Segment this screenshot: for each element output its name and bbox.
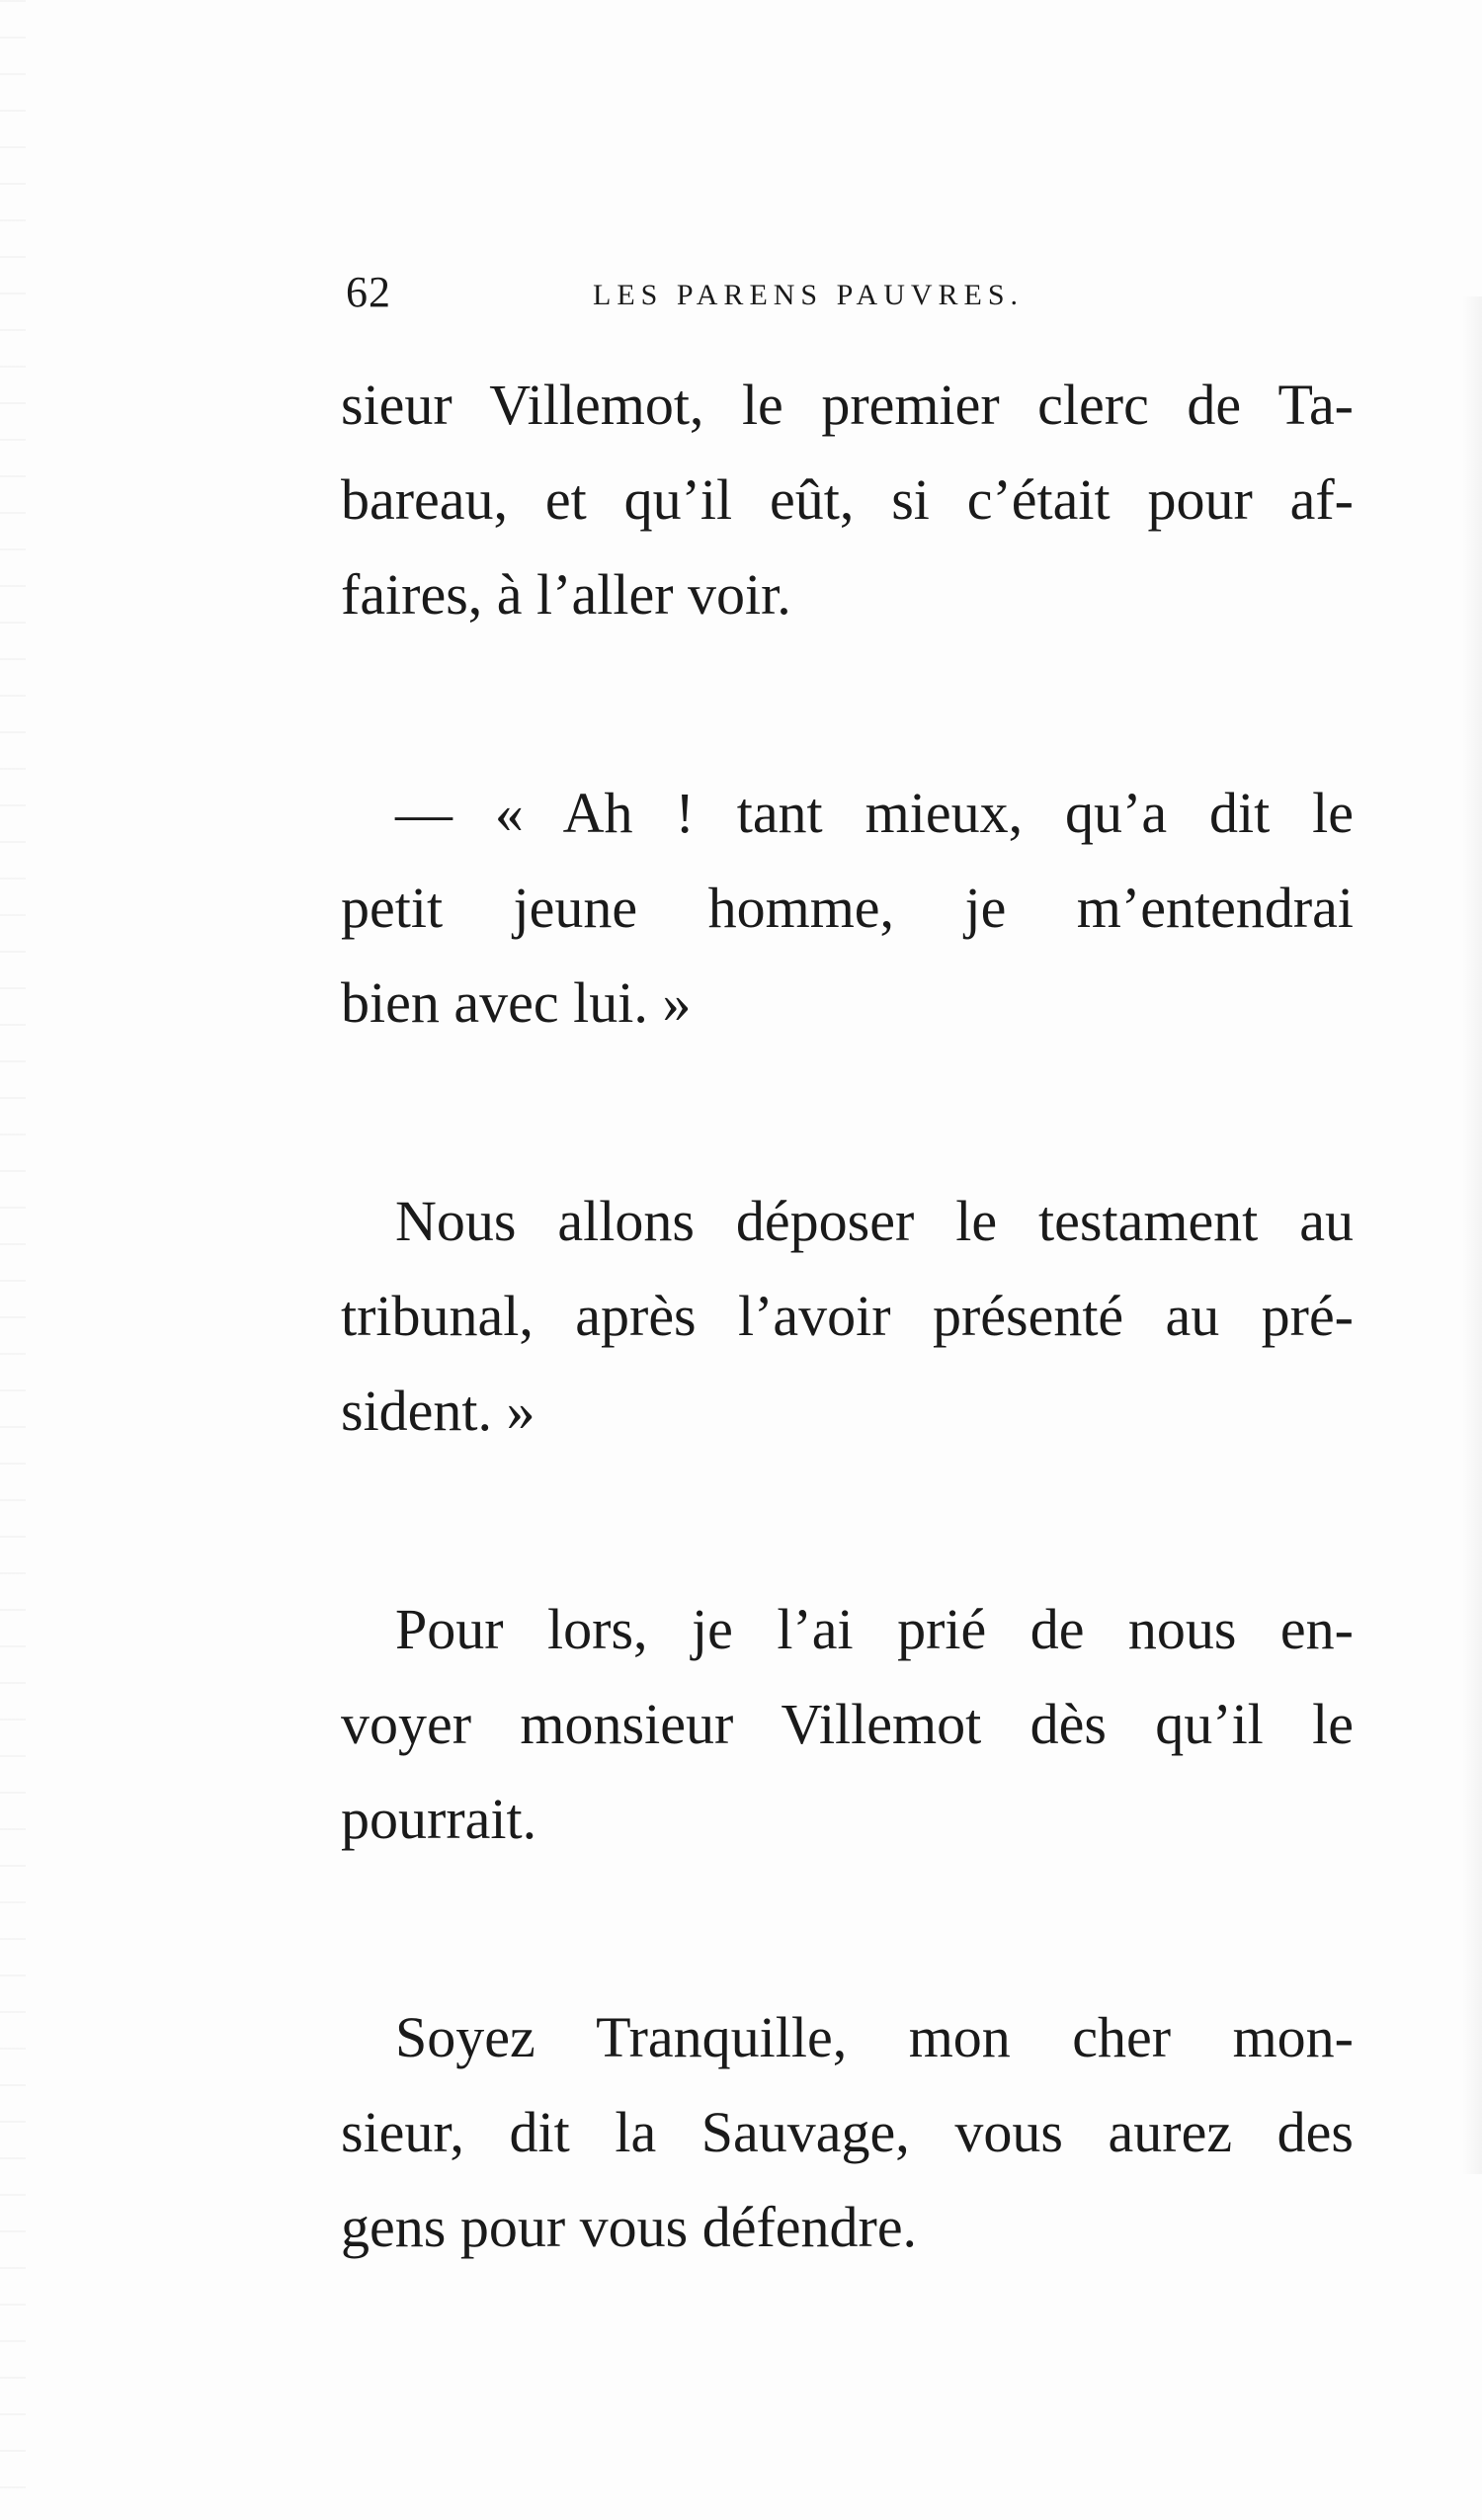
text-line: sieur Villemot, le premier clerc de Ta-: [341, 373, 1354, 437]
paragraph-3: [341, 1174, 1354, 1459]
running-head: [346, 267, 1057, 316]
text-line: gens pour vous défendre.: [341, 2195, 918, 2259]
running-title: LES PARENS PAUVRES.: [593, 279, 1025, 311]
paragraph-spacer: [341, 1459, 1354, 1582]
paragraph-1: [341, 358, 1354, 642]
paragraph-spacer: [341, 1867, 1354, 1990]
text-line: bien avec lui. »: [341, 970, 692, 1035]
text-line: petit jeune homme, je m’entendrai: [341, 876, 1354, 940]
text-line: bareau, et qu’il eût, si c’était pour af-: [341, 467, 1354, 532]
text-line: pourrait.: [341, 1787, 537, 1851]
paragraph-5: [341, 1990, 1354, 2275]
text-line: sieur, dit la Sauvage, vous aurez des: [341, 2100, 1354, 2164]
text-line: faires, à l’aller voir.: [341, 562, 791, 627]
bleed-through-shadow: [1462, 296, 1482, 2174]
binding-edge: [0, 0, 26, 2520]
page-number: 62: [346, 268, 391, 316]
text-line: — « Ah ! tant mieux, qu’a dit le: [395, 781, 1354, 845]
paragraph-spacer: [341, 1050, 1354, 1174]
text-line: Soyez Tranquille, mon cher mon-: [395, 2005, 1354, 2069]
text-line: Pour lors, je l’ai prié de nous en-: [395, 1597, 1354, 1661]
text-line: voyer monsieur Villemot dès qu’il le: [341, 1692, 1354, 1756]
text-line: sident. »: [341, 1379, 535, 1443]
paragraph-4: [341, 1582, 1354, 1867]
text-line: Nous allons déposer le testament au: [395, 1189, 1354, 1253]
text-line: tribunal, après l’avoir présenté au pré-: [341, 1284, 1354, 1348]
body-text: [341, 358, 1354, 2275]
paragraph-2: [341, 766, 1354, 1050]
paragraph-spacer: [341, 642, 1354, 766]
